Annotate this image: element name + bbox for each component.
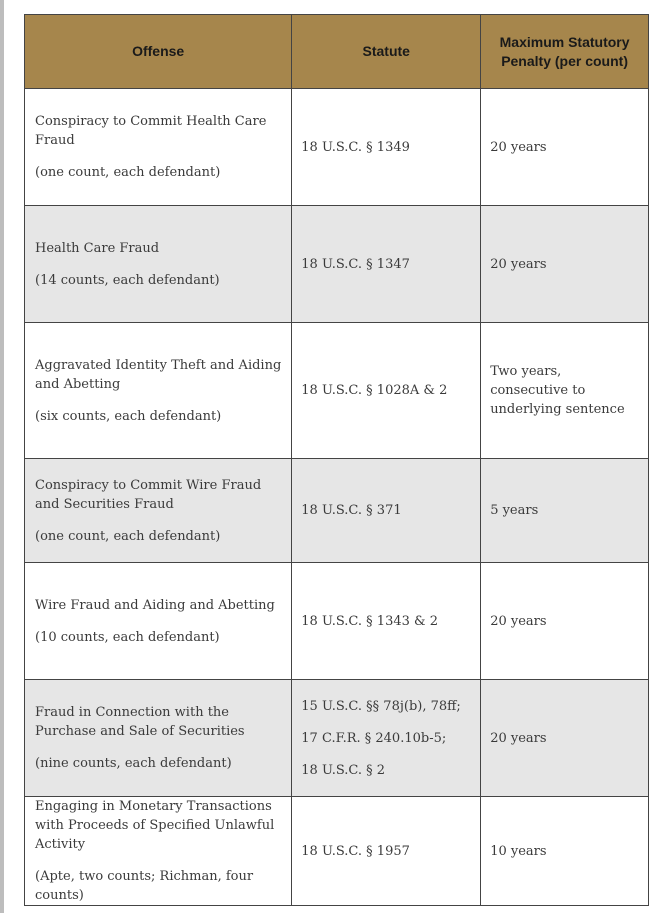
penalty-text: 5 years (490, 503, 539, 518)
table-row (25, 459, 649, 563)
statute-citation: 18 U.S.C. § 2 (301, 762, 386, 778)
penalty-cell (481, 206, 649, 323)
statute-cell (292, 680, 481, 797)
table-row (25, 206, 649, 323)
penalty-text: Two years, consecutive to underlying sentence (490, 364, 625, 417)
table-row (25, 797, 649, 906)
statute-citation: 18 U.S.C. § 1343 & 2 (301, 613, 438, 629)
offense-name: Engaging in Monetary Transactions with Proceeds of Specified Unlawful Activity (35, 799, 275, 852)
offense-counts: (14 counts, each defendant) (35, 272, 220, 288)
offense-name: Fraud in Connection with the Purchase and Sale of Securities (35, 705, 245, 739)
offense-cell (25, 563, 292, 680)
header-offense: Offense (25, 15, 292, 89)
offense-counts: (six counts, each defendant) (35, 408, 222, 424)
statute-cell (292, 797, 481, 906)
penalty-text: 10 years (490, 843, 547, 859)
penalty-text: 20 years (490, 139, 547, 155)
statute-citation: 18 U.S.C. § 1349 (301, 139, 410, 155)
header-row (25, 15, 649, 89)
offense-name: Wire Fraud and Aiding and Abetting (35, 597, 275, 613)
penalty-text: 20 years (490, 256, 547, 272)
offense-name: Aggravated Identity Theft and Aiding and Abetting (35, 357, 282, 392)
offense-counts: (Apte, two counts; Richman, four counts) (35, 869, 254, 903)
penalty-cell (481, 89, 649, 206)
statute-cell (292, 206, 481, 323)
offense-cell (25, 459, 292, 563)
offense-cell (25, 206, 292, 323)
offense-counts: (nine counts, each defendant) (35, 756, 232, 771)
offense-cell (25, 797, 292, 906)
table-row (25, 563, 649, 680)
offense-cell (25, 323, 292, 459)
statute-cell (292, 459, 481, 563)
statute-citation: 15 U.S.C. §§ 78j(b), 78ff; (301, 698, 461, 714)
table-row (25, 323, 649, 459)
penalty-text: 20 years (490, 613, 547, 629)
statute-citation: 18 U.S.C. § 1347 (301, 256, 410, 272)
statute-citation: 17 C.F.R. § 240.10b-5; (301, 730, 447, 746)
penalty-cell (481, 797, 649, 906)
offense-name: Health Care Fraud (35, 240, 160, 256)
offense-cell (25, 89, 292, 206)
offense-counts: (one count, each defendant) (35, 165, 221, 180)
table-row (25, 680, 649, 797)
offense-table (24, 14, 649, 906)
offense-name: Conspiracy to Commit Health Care Fraud (35, 114, 267, 148)
offense-counts: (one count, each defendant) (35, 528, 221, 544)
offense-cell (25, 680, 292, 797)
header-maximum-penalty: Maximum Statutory Penalty (per count) (481, 15, 649, 89)
statute-citation: 18 U.S.C. § 1957 (301, 843, 410, 859)
penalty-cell (481, 459, 649, 563)
penalty-cell (481, 323, 649, 459)
penalty-cell (481, 680, 649, 797)
penalty-text: 20 years (490, 730, 547, 746)
penalty-cell (481, 563, 649, 680)
offense-counts: (10 counts, each defendant) (35, 629, 220, 645)
statute-citation: 18 U.S.C. § 1028A & 2 (301, 383, 448, 398)
table-body (25, 89, 649, 906)
header-statute: Statute (292, 15, 481, 89)
offense-name: Conspiracy to Commit Wire Fraud and Securities Fraud (35, 477, 262, 512)
statute-cell (292, 323, 481, 459)
statute-citation: 18 U.S.C. § 371 (301, 503, 402, 518)
page-left-border (0, 0, 4, 913)
table-row (25, 89, 649, 206)
statute-cell (292, 563, 481, 680)
table-header (25, 15, 649, 89)
statute-cell (292, 89, 481, 206)
